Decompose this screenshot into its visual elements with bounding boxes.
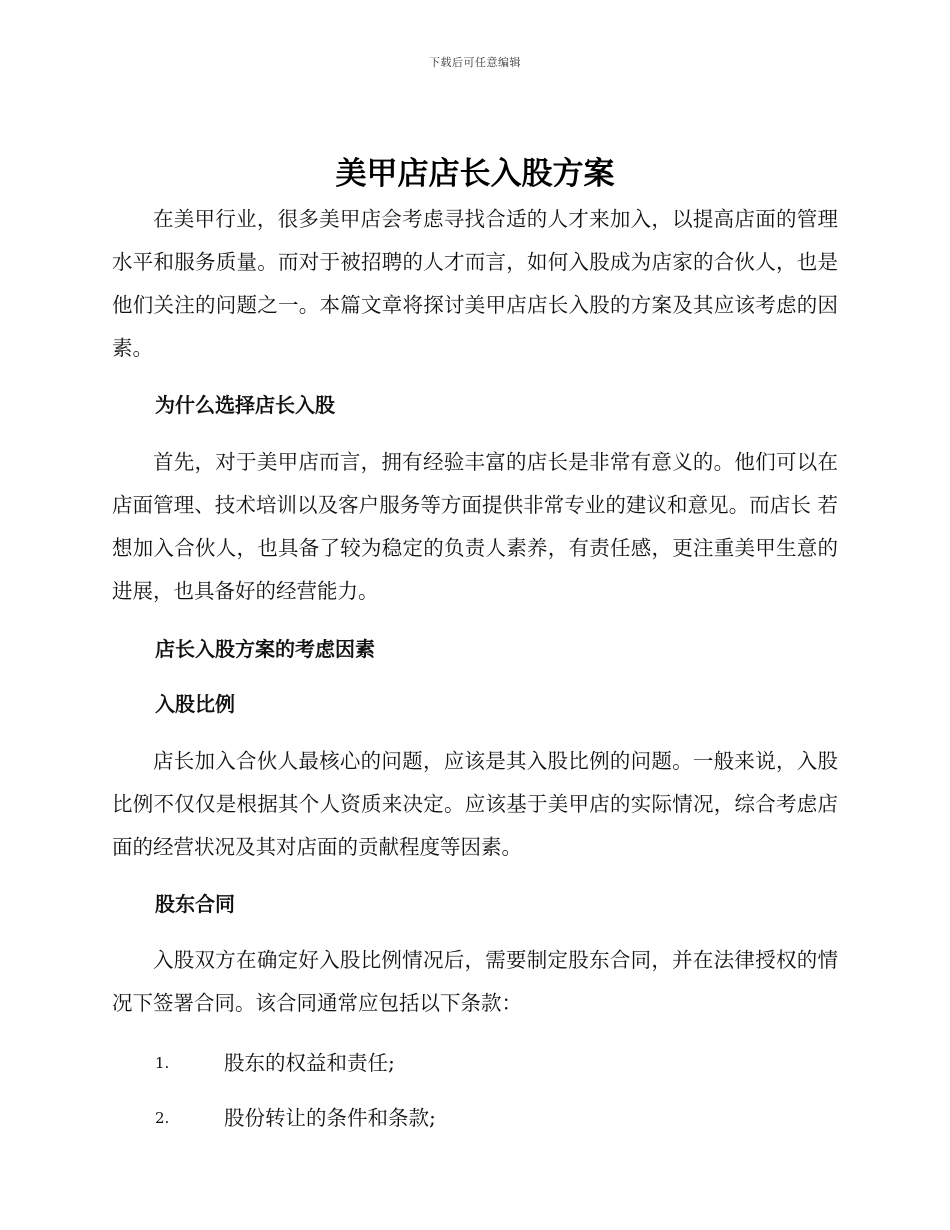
list-item-number: 2. bbox=[155, 1109, 170, 1127]
section-paragraph-why: 首先，对于美甲店而言，拥有经验丰富的店长是非常有意义的。他们可以在店面管理、技术培训以及客户服务等方面提供非常专业的建议和意见。而店长 若想加入合伙人，也具备了较为稳定的负责人素养，有责任感，更注重美甲生意的进展，也具备好的经营能力。 bbox=[112, 450, 838, 603]
section-heading-contract: 股东合同 bbox=[155, 892, 235, 916]
section-paragraph-contract: 入股双方在确定好入股比例情况后，需要制定股东合同，并在法律授权的情况下签署合同。该合同通常应包括以下条款： bbox=[112, 948, 838, 1015]
section-heading-factors: 店长入股方案的考虑因素 bbox=[155, 637, 375, 661]
page-header: 下载后可任意编辑 bbox=[429, 56, 521, 69]
list-item-text: 股东的权益和责任; bbox=[224, 1051, 395, 1075]
list-item-text: 股份转让的条件和条款; bbox=[224, 1106, 436, 1130]
section-heading-why: 为什么选择店长入股 bbox=[155, 393, 335, 417]
section-paragraph-ratio: 店长加入合伙人最核心的问题，应该是其入股比例的问题。一般来说，入股比例不仅仅是根据其个人资质来决定。应该基于美甲店的实际情况，综合考虑店面的经营状况及其对店面的贡献程度等因素。 bbox=[112, 749, 838, 859]
document-title: 美甲店店长入股方案 bbox=[335, 156, 615, 192]
document-body bbox=[112, 198, 838, 1133]
list-item bbox=[112, 1103, 838, 1133]
list-item bbox=[112, 1048, 838, 1078]
intro-paragraph: 在美甲行业，很多美甲店会考虑寻找合适的人才来加入，以提高店面的管理水平和服务质量。而对于被招聘的人才而言，如何入股成为店家的合伙人，也是他们关注的问题之一。本篇文章将探讨美甲店店长入股的方案及其应该考虑的因素。 bbox=[112, 207, 838, 360]
list-item-number: 1. bbox=[155, 1054, 170, 1072]
section-heading-ratio: 入股比例 bbox=[155, 692, 235, 716]
